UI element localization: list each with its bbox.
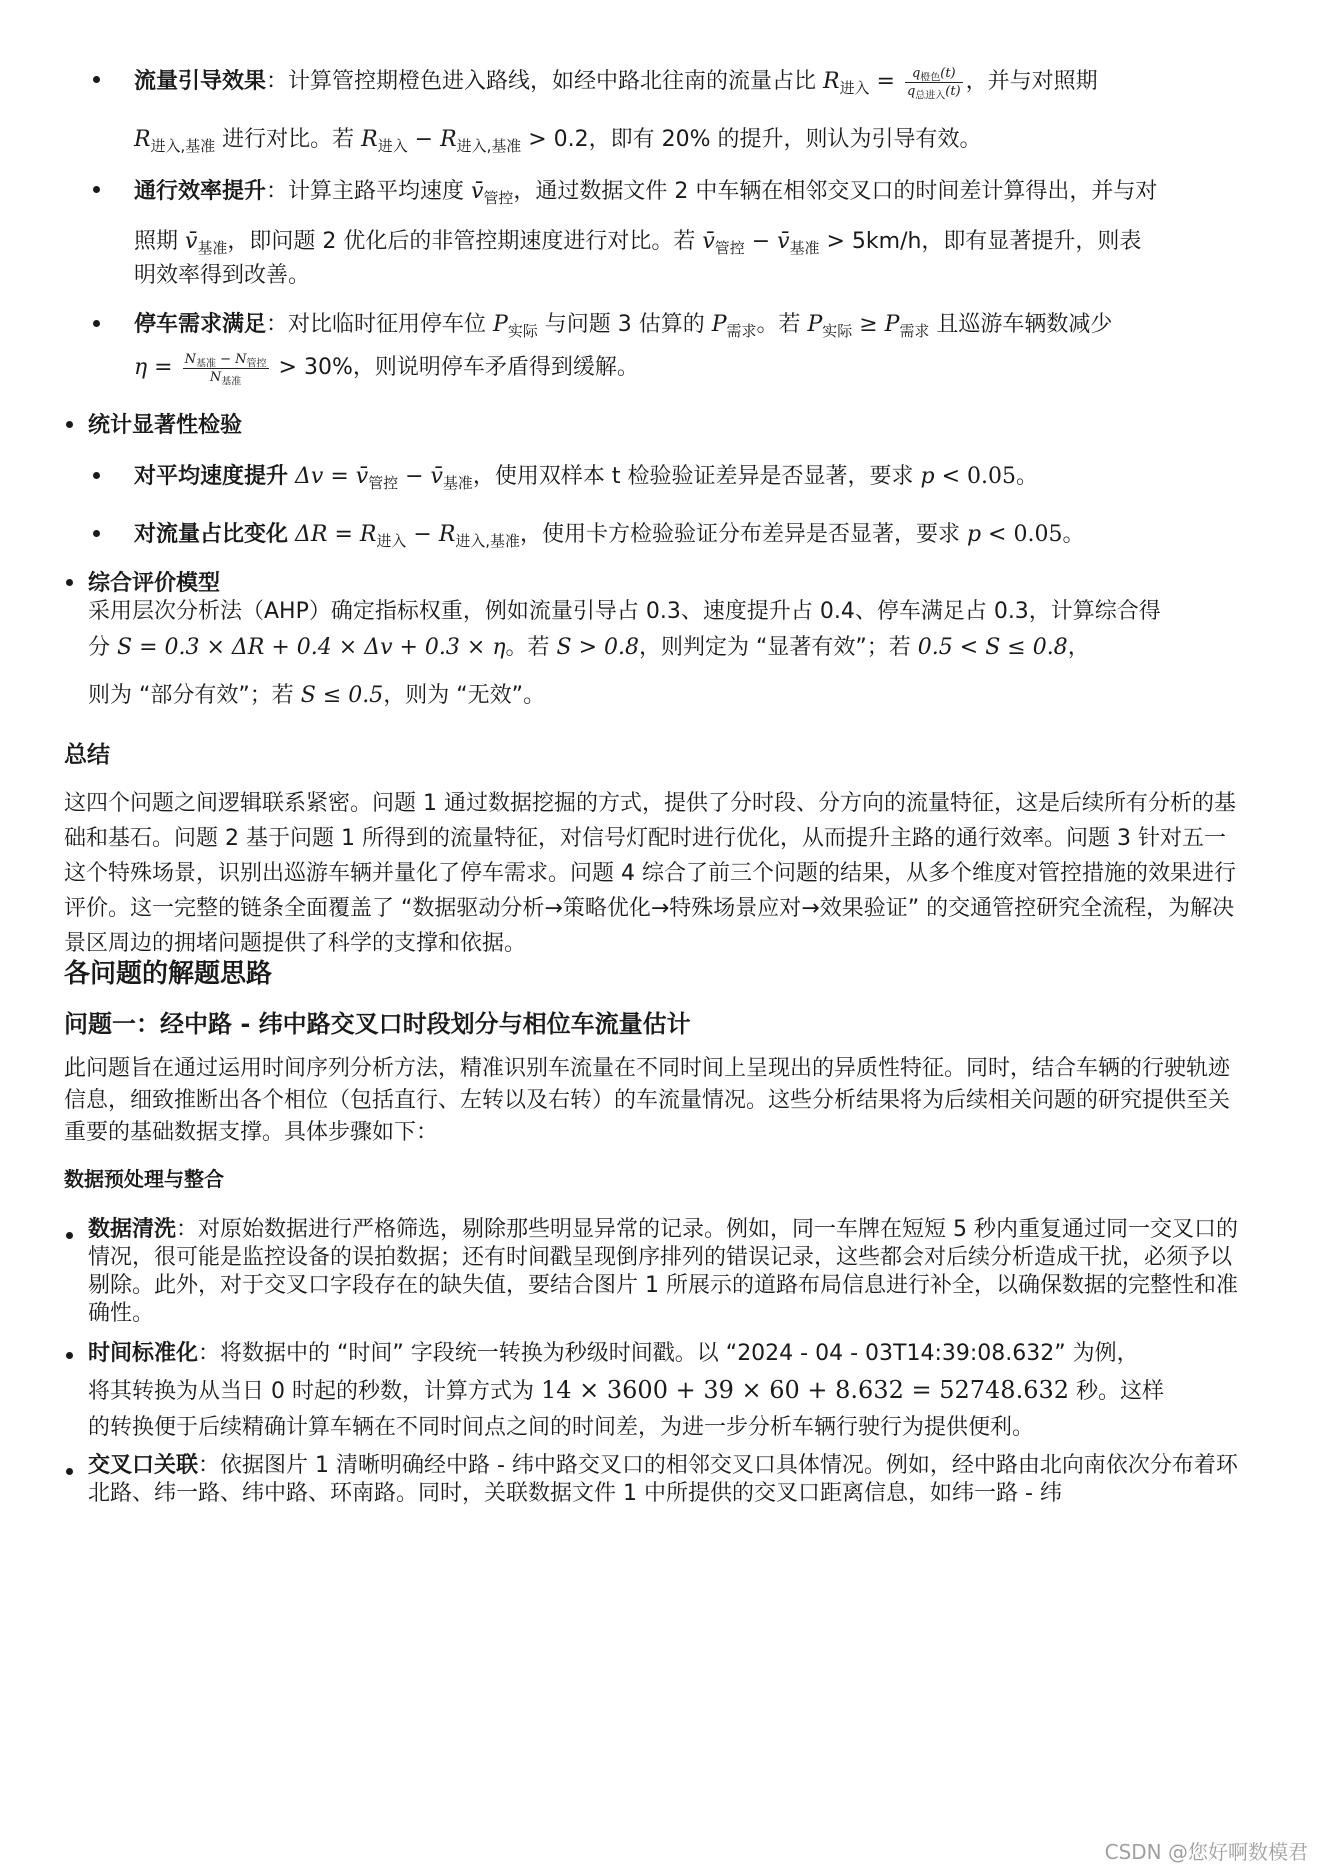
bullet-efficiency-line-2: 照期 $v̄_{基准}$，即问题 2 优化后的非管控期速度进行对比。若 $v̄_{管控}$ − $v̄_{基准} > 5km/h$，即有显著提升，则表 — [134, 229, 1142, 258]
bullet-flow-guidance-line-1: 流量引导效果：计算管控期橙色进入路线，如经中路北往南的流量占比 $R_{进入}$ = $\frac{q_{橙色}(t)}{q_{总进入}(t)}$ ，并与对照期 — [134, 65, 1098, 101]
eval-line-3: 则为 “部分有效”；若 S ≤ 0.5，则为 “无效”。 — [88, 683, 546, 708]
eval-line-1: 采用层次分析法（AHP）确定指标权重，例如流量引导占 0.3、速度提升占 0.4、停车满足占 0.3，计算综合得 — [88, 599, 1161, 624]
q1-intro: 此问题旨在通过运用时间序列分析方法，精准识别车流量在不同时间上呈现出的异质性特征。同时，结合车辆的行驶轨迹信息，细致推断出各个相位（包括直行、左转以及右转）的车流量情况。这些分析结果将为后续相关问题的研究提供至关重要的基础数据支撑。具体步骤如下： — [64, 1056, 1231, 1145]
bullet-title: 对流量占比变化 — [134, 522, 289, 547]
sub-heading: 数据预处理与整合 — [64, 1167, 224, 1191]
bullet-eval-heading: 综合评价模型 — [88, 571, 221, 596]
bullet-dot — [93, 76, 100, 83]
bullet-dot — [66, 1352, 73, 1359]
bullet-dot — [66, 421, 73, 428]
bullet-dot — [66, 1468, 73, 1475]
eval-line-2: 分 S = 0.3 × ΔR + 0.4 × Δv + 0.3 × η。若 S > 0.8，则判定为 “显著有效”；若 0.5 < S ≤ 0.8， — [88, 635, 1090, 660]
summary-heading: 总结 — [64, 742, 110, 768]
bullet-parking-line-1: 停车需求满足：对比临时征用停车位 $P_{实际}$ 与问题 3 估算的 $P_{需求}$。若 $P_{实际} \ge P_{需求}$ 且巡游车辆数减少 — [134, 312, 1113, 341]
bullet-flow-test: 对流量占比变化 $\Delta R = R_{进入} - R_{进入,基准}$，使用卡方检验验证分布差异是否显著，要求 p < 0.05。 — [134, 522, 1085, 551]
bullet-efficiency-line-1: 通行效率提升：计算主路平均速度 $v̄_{管控}$，通过数据文件 2 中车辆在相邻交叉口的时间差计算得出，并与对 — [134, 179, 1158, 208]
reduction-fraction: $\frac{N_{基准} - N_{管控}}{N_{基准}}$ — [184, 351, 267, 387]
step-time-line-3: 的转换便于后续精确计算车辆在不同时间点之间的时间差，为进一步分析车辆行驶行为提供便利。 — [88, 1415, 1035, 1440]
summary-text: 这四个问题之间逻辑联系紧密。问题 1 通过数据挖掘的方式，提供了分时段、分方向的流量特征，这是后续所有分析的基础和基石。问题 2 基于问题 1 所得到的流量特征，对信号灯配时进行优化，从而提升主路的通行效率。问题 3 针对五一这个特殊场景，识别出巡游车辆并量化了停车需求。问题 4 综合了前三个问题的结果，从多个维度对管控措施的效果进行评价。这一完整的链条全面覆盖了 “数据驱动分析→策略优化→特殊场景应对→效果验证” 的交通管控研究全流程，为解决景区周边的拥堵问题提供了科学的支撑和依据。 — [64, 791, 1236, 956]
bullet-title: 通行效率提升 — [134, 179, 267, 204]
bullet-dot — [66, 579, 73, 586]
bullet-dot — [93, 320, 100, 327]
bullet-title: 流量引导效果 — [134, 69, 267, 94]
bullet-dot — [93, 472, 100, 479]
step-data-cleaning: 数据清洗：对原始数据进行严格筛选，剔除那些明显异常的记录。例如，同一车牌在短短 5 秒内重复通过同一交叉口的情况，很可能是监控设备的误拍数据；还有时间戳呈现倒序排列的错误记录，这些都会对后续分析造成干扰，必须予以剔除。此外，对于交叉口字段存在的缺失值，要结合图片 1 所展示的道路布局信息进行补全，以确保数据的完整性和准确性。 — [88, 1217, 1239, 1326]
watermark: CSDN @您好啊数模君 — [1104, 1840, 1308, 1864]
bullet-flow-guidance-line-2: $R_{进入,基准}$ 进行对比。若 $R_{进入} - R_{进入,基准} > 0.2$，即有 20% 的提升，则认为引导有效。 — [134, 127, 982, 156]
bullet-significance-heading: 统计显著性检验 — [88, 413, 243, 438]
bullet-dot — [66, 1232, 73, 1239]
bullet-efficiency-line-3: 明效率得到改善。 — [134, 263, 311, 288]
step-time-line-1: 时间标准化：将数据中的 “时间” 字段统一转换为秒级时间戳。以 “2024 - 04 - 03T14:39:08.632” 为例， — [88, 1341, 1139, 1366]
q1-heading: 问题一：经中路 - 纬中路交叉口时段划分与相位车流量估计 — [64, 1010, 691, 1038]
bullet-dot — [93, 186, 100, 193]
bullet-title: 停车需求满足 — [134, 312, 267, 337]
bullet-speed-test: 对平均速度提升 $\Delta v = v̄_{管控}$ − $v̄_{基准}$，使用双样本 t 检验验证差异是否显著，要求 p < 0.05。 — [134, 464, 1038, 493]
step-intersection: 交叉口关联：依据图片 1 清晰明确经中路 - 纬中路交叉口的相邻交叉口具体情况。例如，经中路由北向南依次分布着环北路、纬一路、纬中路、环南路。同时，关联数据文件 1 中所提供的交叉口距离信息，如纬一路 - 纬 — [88, 1453, 1238, 1506]
flow-ratio-fraction: $\frac{q_{橙色}(t)}{q_{总进入}(t)}$ — [906, 65, 961, 101]
step-time-line-2: 将其转换为从当日 0 时起的秒数，计算方式为 14 × 3600 + 39 × 60 + 8.632 = 52748.632 秒。这样 — [88, 1376, 1165, 1404]
bullet-title: 对平均速度提升 — [134, 464, 289, 489]
section-heading: 各问题的解题思路 — [64, 959, 273, 989]
bullet-parking-line-2: η = $\frac{N_{基准} - N_{管控}}{N_{基准}}$ > 30%，则说明停车矛盾得到缓解。 — [134, 351, 639, 387]
bullet-dot — [93, 530, 100, 537]
